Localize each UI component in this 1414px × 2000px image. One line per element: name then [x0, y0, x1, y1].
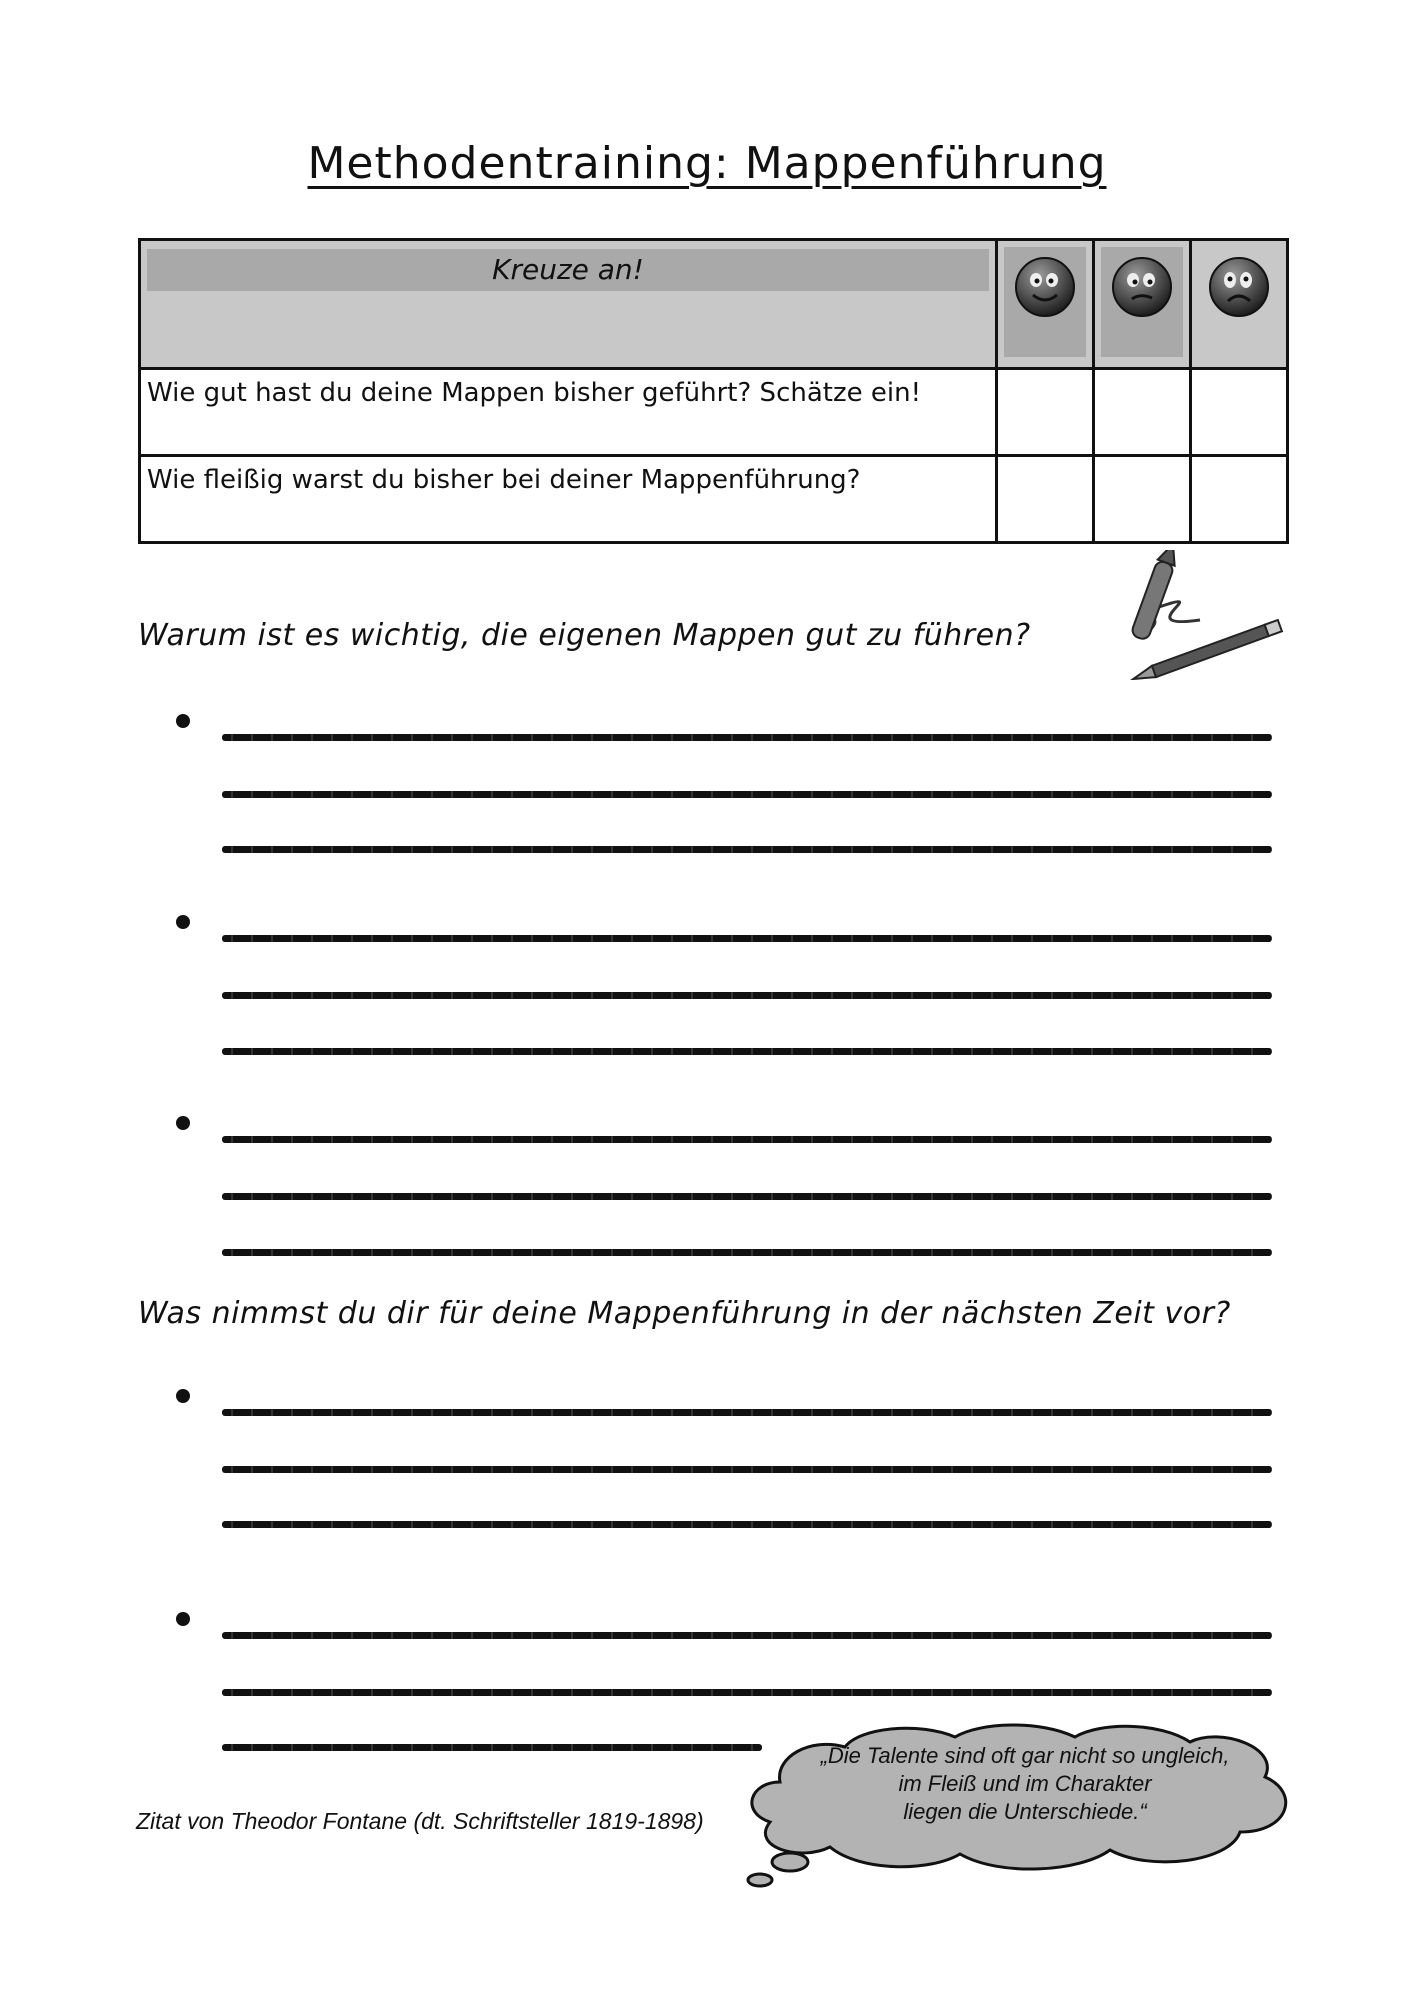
rating-row — [140, 456, 1288, 543]
rating-question: Wie gut hast du deine Mappen bisher geführt? Schätze ein! — [147, 378, 921, 408]
writing-line[interactable] — [222, 935, 1272, 942]
checkbox-good[interactable] — [997, 369, 1094, 456]
rating-question-cell — [140, 456, 997, 543]
happy-face-icon — [1013, 255, 1077, 319]
rating-header-cell — [140, 240, 997, 369]
quote-line: „Die Talente sind oft gar nicht so ungleich, — [820, 1743, 1230, 1768]
sad-face-icon — [1207, 255, 1271, 319]
writing-line[interactable] — [222, 1689, 1272, 1696]
pen-pencil-icon — [1110, 550, 1290, 680]
rating-question-cell — [140, 369, 997, 456]
quote-text — [760, 1742, 1290, 1826]
writing-line[interactable] — [222, 791, 1272, 798]
rating-instruction: Kreuze an! — [147, 249, 989, 291]
bullet — [176, 1612, 190, 1626]
neutral-face-icon — [1110, 255, 1174, 319]
writing-line[interactable] — [222, 734, 1272, 741]
bullet — [176, 1389, 190, 1403]
writing-line[interactable] — [222, 846, 1272, 853]
rating-question: Wie fleißig warst du bisher bei deiner Mappenführung? — [147, 465, 861, 495]
checkbox-good[interactable] — [997, 456, 1094, 543]
quote-line: liegen die Unterschiede.“ — [903, 1799, 1147, 1824]
section-heading-plans: Was nimmst du dir für deine Mappenführung in der nächsten Zeit vor? — [138, 1296, 1231, 1331]
face-cell-medium — [1094, 240, 1191, 369]
rating-table — [138, 238, 1289, 544]
writing-line[interactable] — [222, 1249, 1272, 1256]
checkbox-bad[interactable] — [1191, 456, 1288, 543]
bullet — [176, 1116, 190, 1130]
face-cell-good — [997, 240, 1094, 369]
writing-line[interactable] — [222, 1466, 1272, 1473]
section-heading-why: Warum ist es wichtig, die eigenen Mappen gut zu führen? — [138, 618, 1031, 653]
quote-attribution: Zitat von Theodor Fontane (dt. Schriftsteller 1819-1898) — [136, 1808, 704, 1834]
checkbox-medium[interactable] — [1094, 456, 1191, 543]
rating-header-row — [140, 240, 1288, 369]
writing-line[interactable] — [222, 992, 1272, 999]
writing-line[interactable] — [222, 1521, 1272, 1528]
page-title: Methodentraining: Mappenführung — [307, 138, 1107, 189]
checkbox-bad[interactable] — [1191, 369, 1288, 456]
rating-row — [140, 369, 1288, 456]
writing-line[interactable] — [222, 1048, 1272, 1055]
quote-line: im Fleiß und im Charakter — [898, 1771, 1152, 1796]
checkbox-medium[interactable] — [1094, 369, 1191, 456]
bullet — [176, 915, 190, 929]
writing-line[interactable] — [222, 1193, 1272, 1200]
writing-line[interactable] — [222, 1632, 1272, 1639]
writing-line[interactable] — [222, 1409, 1272, 1416]
writing-line[interactable] — [222, 1744, 762, 1751]
bullet — [176, 714, 190, 728]
writing-line[interactable] — [222, 1136, 1272, 1143]
face-cell-bad — [1191, 240, 1288, 369]
